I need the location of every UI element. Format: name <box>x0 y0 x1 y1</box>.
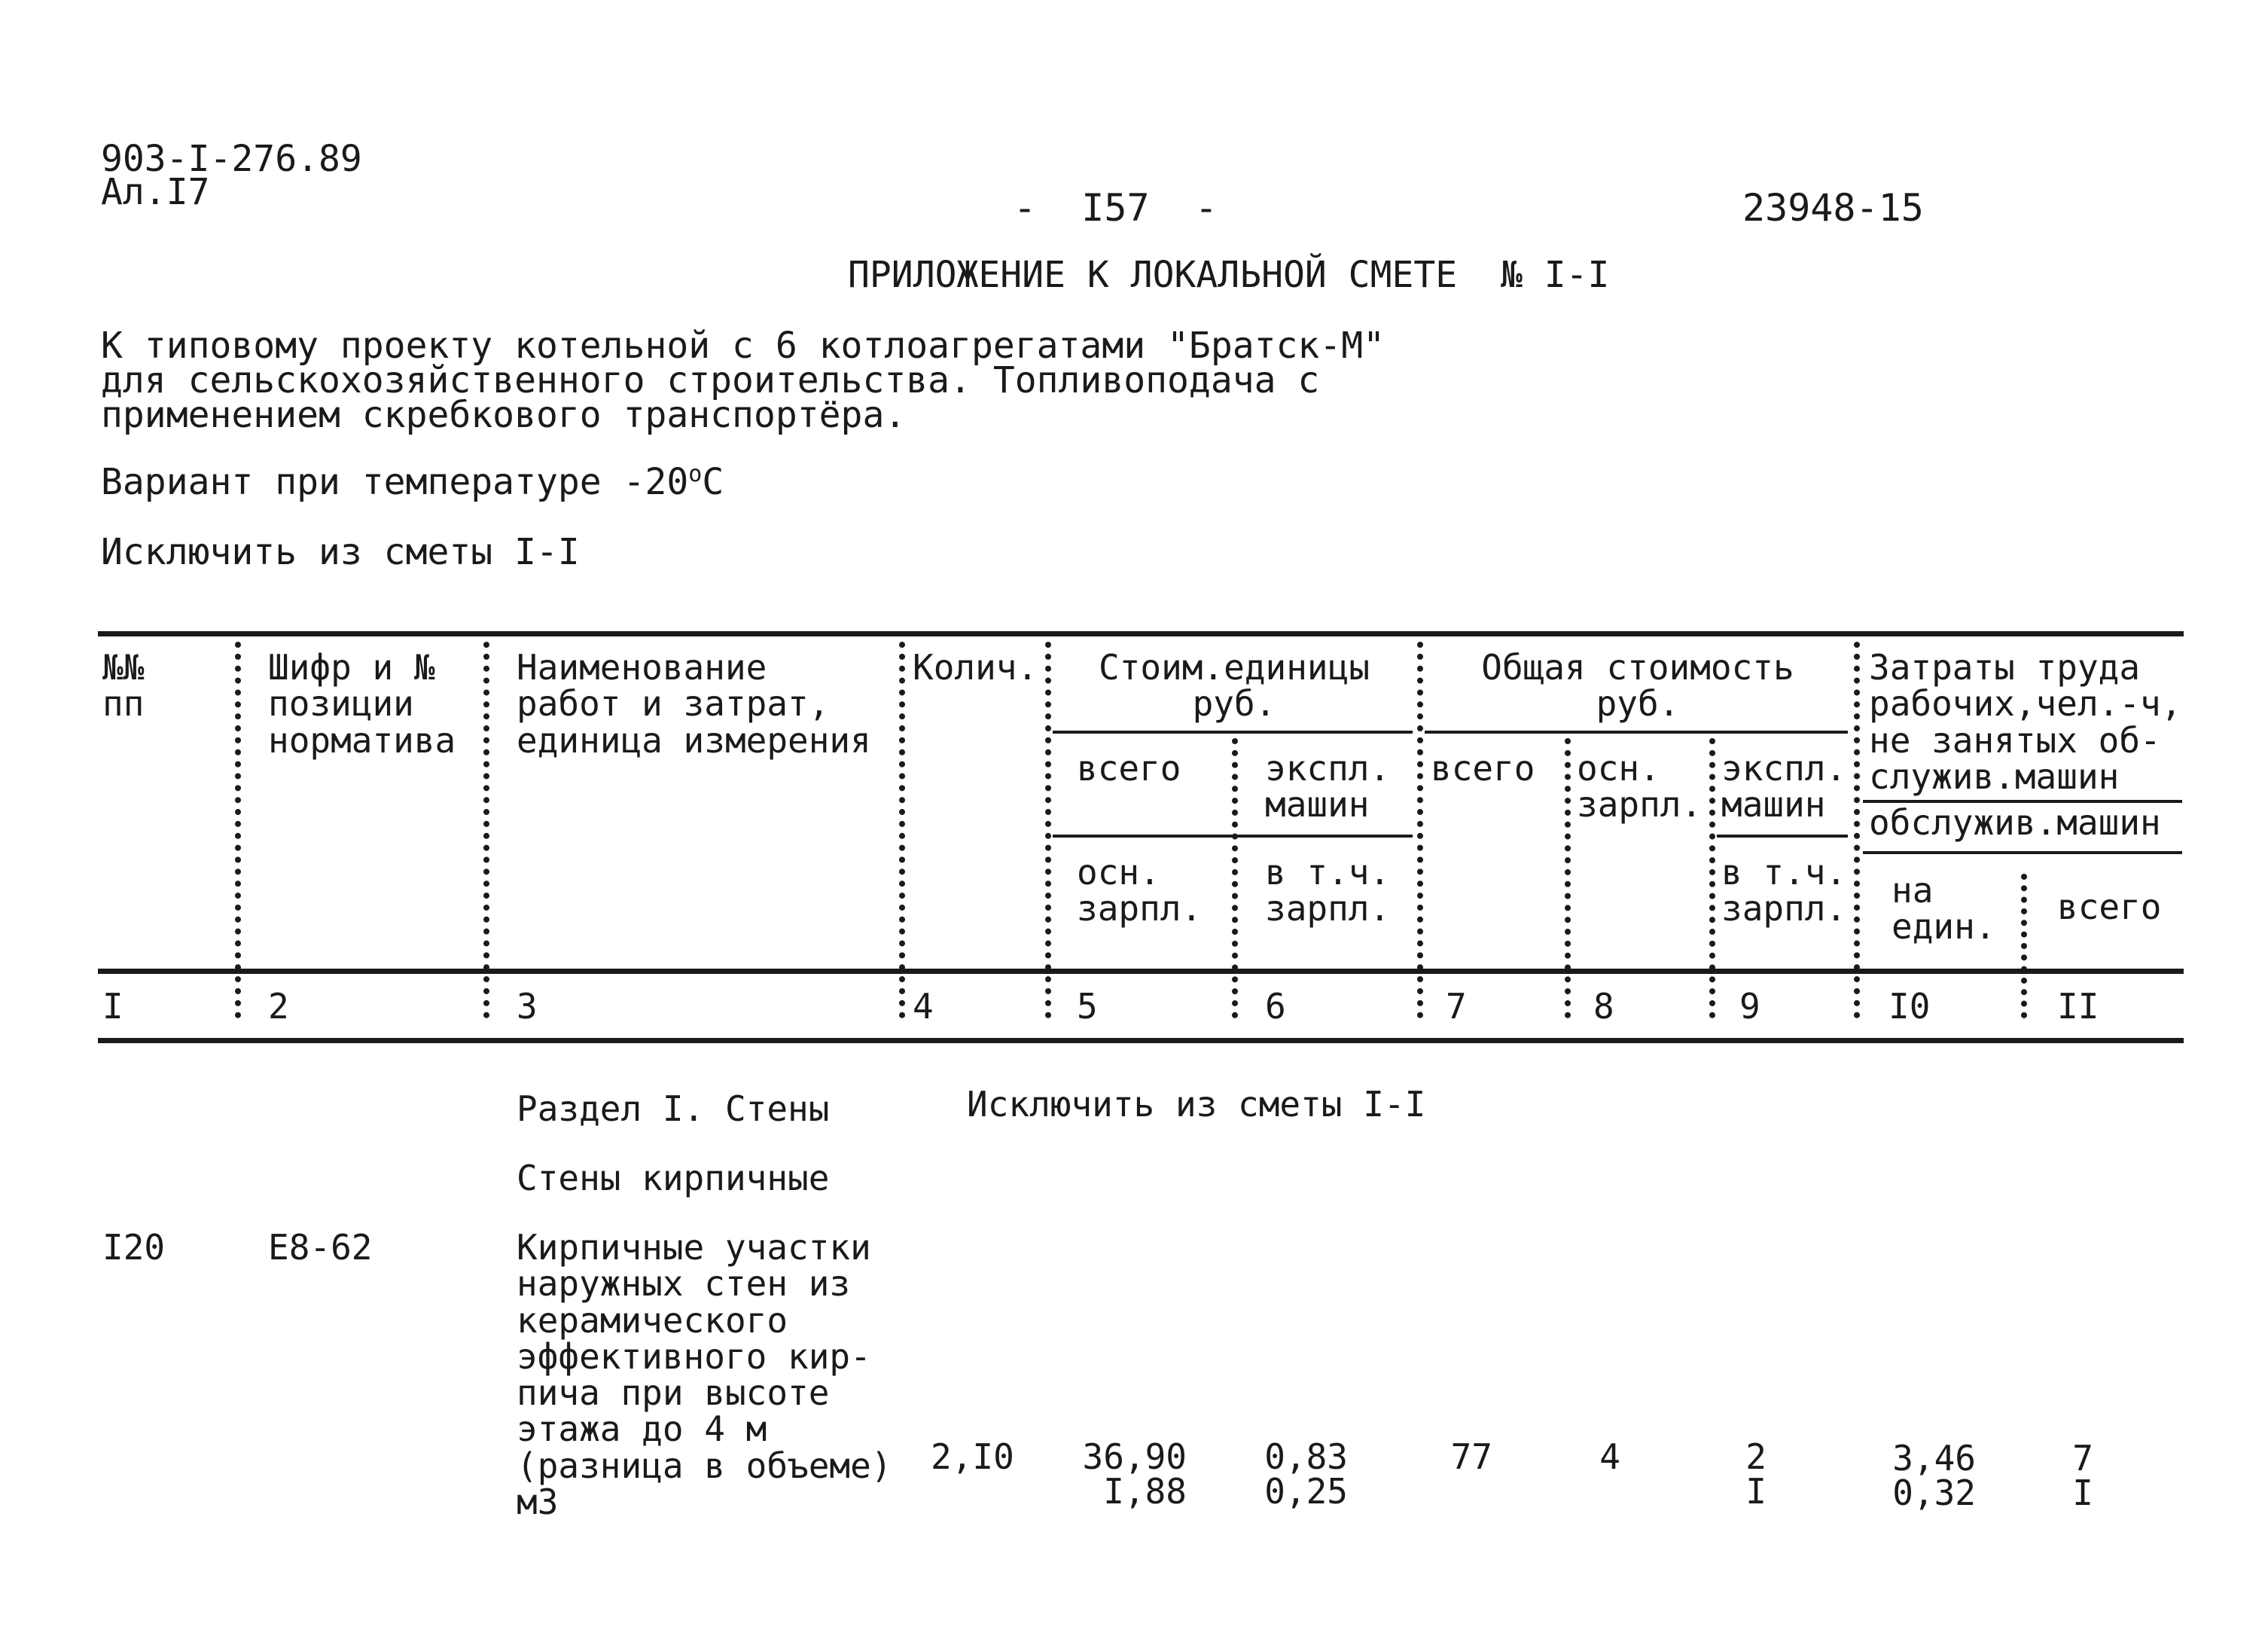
col-number: 8 <box>1593 986 1614 1027</box>
col-divider <box>1232 738 1238 1018</box>
row-unit-machines: 0,83 <box>1264 1436 1348 1477</box>
col-divider <box>1709 738 1715 1018</box>
col-divider <box>1854 642 1860 1018</box>
subheader-rule <box>1425 731 1848 734</box>
header-labor-total: всего <box>2057 887 2162 927</box>
col-number: I0 <box>1888 986 1931 1027</box>
header-total-incl-wage: в т.ч. зарпл. <box>1721 852 1847 929</box>
col-number: 7 <box>1446 986 1467 1027</box>
header-unit-machines: экспл. машин <box>1265 748 1391 826</box>
col-divider <box>483 642 489 1018</box>
row-qty: 2,I0 <box>931 1436 1014 1477</box>
subheader-rule <box>1717 835 1848 838</box>
row-unit-incl-wage: 0,25 <box>1264 1471 1348 1512</box>
row-labor-per-unit-machines: 0,32 <box>1892 1473 1976 1513</box>
header-total-all: всего <box>1431 748 1535 789</box>
row-labor-per-unit: 3,46 <box>1892 1438 1976 1479</box>
intro-line-2: для сельскохозяйственного строительства. Топливоподача с <box>101 359 1320 401</box>
col-divider <box>899 642 905 1018</box>
row-total-machines: 2 <box>1745 1436 1767 1477</box>
section-title: Раздел I. Стены <box>517 1088 830 1129</box>
col-divider <box>235 642 241 1018</box>
header-labor-per-unit: на един. <box>1892 870 1996 948</box>
header-unit-cost: Стоим.единицы руб. <box>1098 647 1370 725</box>
variant-unit: С <box>702 461 724 503</box>
col-number: I <box>102 986 123 1027</box>
intro-line-3: применением скребкового транспортёра. <box>101 394 907 436</box>
col-number: 5 <box>1077 986 1098 1027</box>
subheader-rule <box>1863 851 2182 854</box>
header-qty: Колич. <box>913 647 1038 688</box>
col-divider <box>1045 642 1051 1018</box>
header-unit-incl-wage: в т.ч. зарпл. <box>1265 852 1391 929</box>
header-code: Шифр и № позиции норматива <box>268 647 456 761</box>
row-code: Е8-62 <box>268 1227 373 1268</box>
header-name: Наименование работ и затрат, единица измерения <box>517 647 871 761</box>
section-note: Исключить из сметы I-I <box>967 1084 1426 1125</box>
col-divider <box>2021 874 2027 1018</box>
row-labor-total-machines: I <box>2072 1473 2093 1513</box>
header-bottom-rule <box>98 969 2184 974</box>
col-divider <box>1417 642 1423 1018</box>
row-total-base-wage: 4 <box>1599 1436 1620 1477</box>
degree-mark: о <box>688 461 703 487</box>
row-unit-total: 36,90 <box>1082 1436 1187 1477</box>
header-num: №№ пп <box>102 647 145 725</box>
variant-text: Вариант при температуре -20 <box>101 461 689 503</box>
page-title: ПРИЛОЖЕНИЕ К ЛОКАЛЬНОЙ СМЕТЕ № I-I <box>848 254 1610 296</box>
subheader-rule <box>1053 835 1413 838</box>
header-total-cost: Общая стоимость руб. <box>1481 647 1794 725</box>
intro-line-1: К типовому проекту котельной с 6 котлоагрегатами "Братск-М" <box>101 325 1385 367</box>
section-subtitle: Стены кирпичные <box>517 1158 830 1198</box>
subheader-rule <box>1053 731 1413 734</box>
page-number: - I57 - <box>1014 186 1218 230</box>
col-numbers-bottom-rule <box>98 1038 2184 1043</box>
header-labor-machines: обслужив.машин <box>1869 802 2161 843</box>
header-total-base-wage: осн. зарпл. <box>1577 748 1703 826</box>
col-number: 4 <box>913 986 934 1027</box>
exclude-label: Исключить из сметы I-I <box>101 531 580 573</box>
header-total-machines: экспл. машин <box>1721 748 1847 826</box>
row-unit-base-wage: I,88 <box>1103 1471 1187 1512</box>
row-name: Кирпичные участки наружных стен из керамического эффективного кир- пича при высоте этажа до 4 м (разница в объеме) м3 <box>517 1227 892 1523</box>
col-number: 3 <box>517 986 538 1027</box>
row-labor-total: 7 <box>2072 1438 2093 1479</box>
col-number: 6 <box>1265 986 1286 1027</box>
row-total-incl-wage: I <box>1745 1471 1767 1512</box>
doc-number: 23948-15 <box>1742 186 1924 230</box>
col-number: 2 <box>268 986 289 1027</box>
table-top-rule <box>98 631 2184 636</box>
header-labor: Затраты труда рабочих,чел.-ч, не занятых об- служив.машин <box>1869 647 2182 797</box>
sheet-number: Ал.I7 <box>101 171 210 213</box>
col-divider <box>1565 738 1571 1018</box>
header-unit-total: всего <box>1077 748 1181 789</box>
variant-line <box>101 462 724 501</box>
row-total-all: 77 <box>1450 1436 1492 1477</box>
row-num: I20 <box>102 1227 166 1268</box>
header-unit-base-wage: осн. зарпл. <box>1077 852 1203 929</box>
document-code: 903-I-276.89 <box>101 138 362 180</box>
col-number: 9 <box>1739 986 1760 1027</box>
col-number: II <box>2057 986 2099 1027</box>
